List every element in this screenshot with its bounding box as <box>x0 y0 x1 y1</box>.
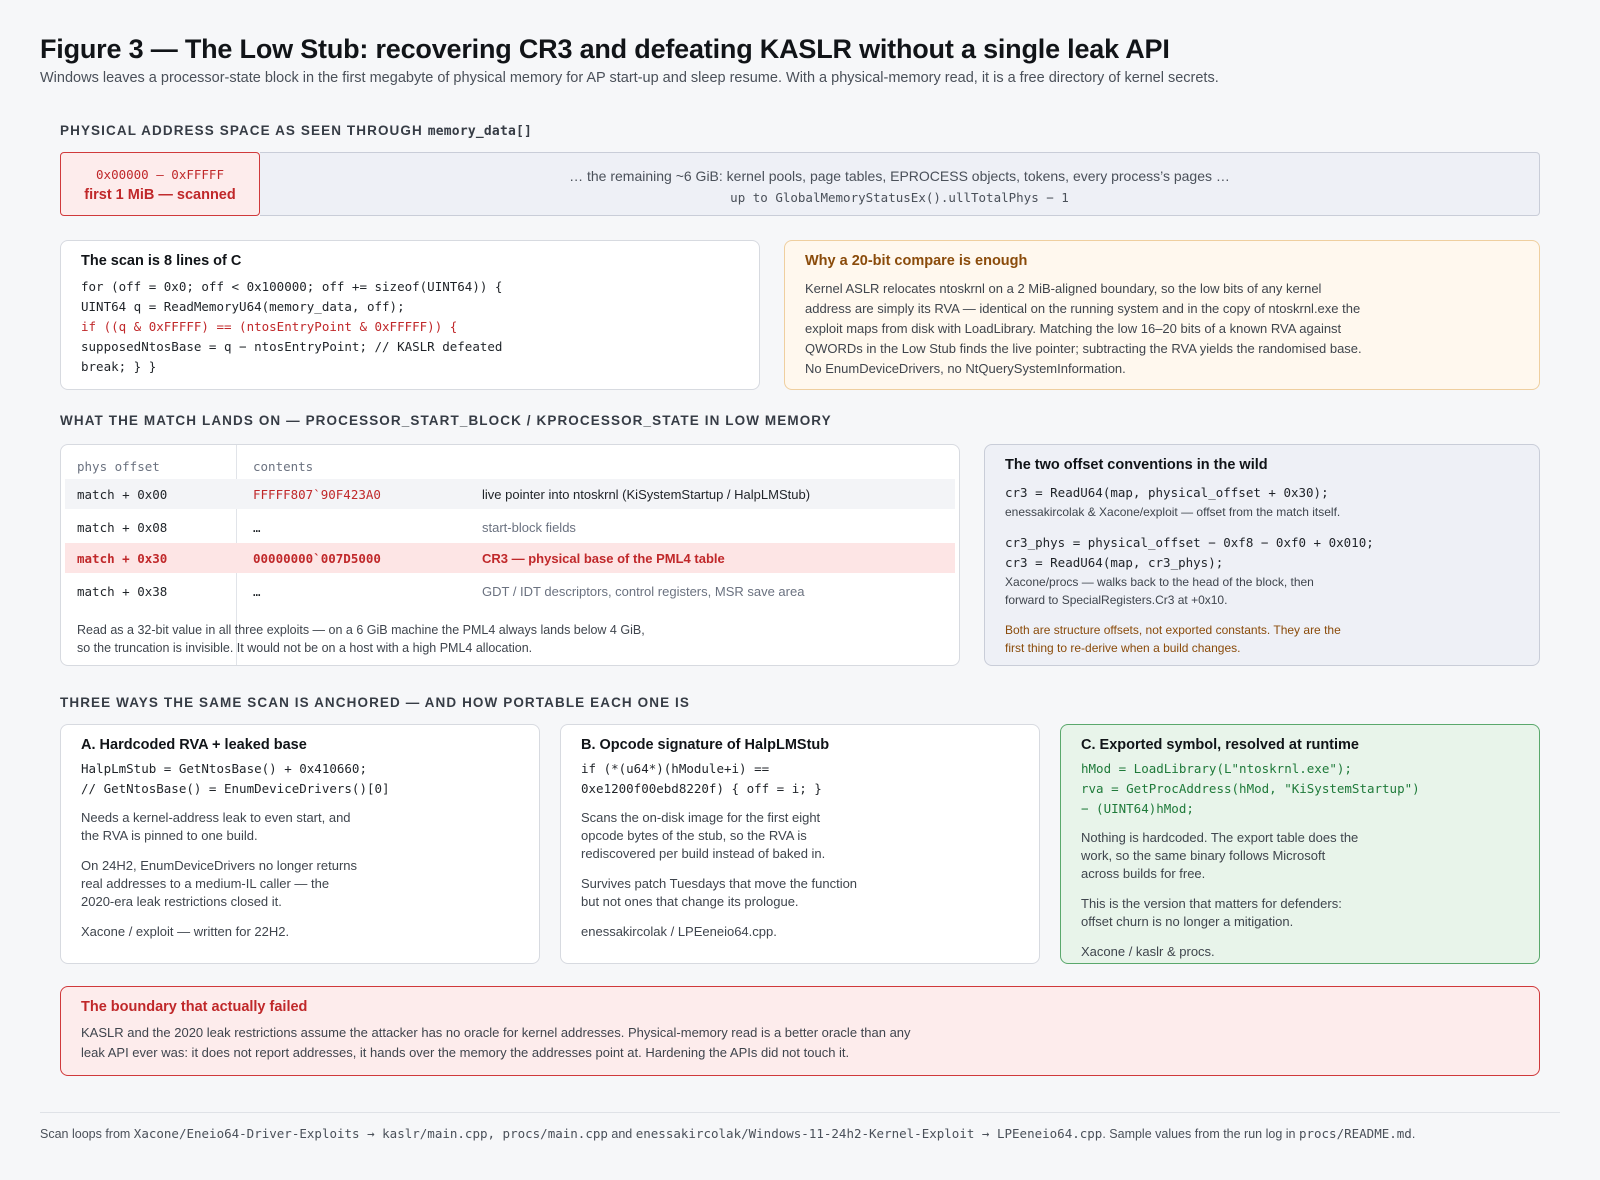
anchor-card-a <box>60 724 540 964</box>
table-note <box>77 621 645 657</box>
scan-code-block <box>81 277 739 377</box>
scan-line-4: supposedNtosBase = q − ntosEntryPoint; // KASLR defeated <box>81 339 503 354</box>
offset-code-2a: cr3_phys = physical_offset − 0xf8 − 0xf0 + 0x010; <box>1005 535 1374 550</box>
anchor-c-code-1: hMod = LoadLibrary(L"ntoskrnl.exe"); <box>1081 761 1352 776</box>
anchor-b-body-2: opcode bytes of the stub, so the RVA is <box>581 828 807 843</box>
remaining-memory-block <box>260 152 1540 216</box>
row-value: 00000000`007D5000 <box>253 551 381 566</box>
footer-text-3: . Sample values from the run log in <box>1102 1127 1299 1141</box>
anchor-c-code-3: − (UINT64)hMod; <box>1081 801 1194 816</box>
boundary-body: KASLR and the 2020 leak restrictions assume the attacker has no oracle for kernel addresses. Physical-memory read is a better oracle than any leak API ever was: it does not report addresses, it hands over the memory the addresses point at. Hardening the APIs did not touch it. <box>81 1025 911 1060</box>
anchor-b-warning <box>581 875 1019 911</box>
footer-code-1: Xacone/Eneio64-Driver-Exploits → kaslr/main.cpp, procs/main.cpp <box>133 1126 608 1141</box>
row-description: GDT / IDT descriptors, control registers, MSR save area <box>482 584 805 599</box>
anchor-c-code-2: rva = GetProcAddress(hMod, "KiSystemStartup") <box>1081 781 1420 796</box>
anchor-a-title: A. Hardcoded RVA + leaked base <box>81 737 307 753</box>
footer-text-2: and <box>607 1127 636 1141</box>
anchor-a-warn-3: 2020-era leak restrictions closed it. <box>81 894 282 909</box>
anchor-a-code-1: HalpLmStub = GetNtosBase() + 0x410660; <box>81 761 367 776</box>
anchor-b-warn-2: but not ones that change its prologue. <box>581 894 799 909</box>
anchor-c-note-1: This is the version that matters for defenders: <box>1081 896 1342 911</box>
anchor-c-note <box>1081 895 1519 931</box>
row-offset: match + 0x38 <box>77 584 168 599</box>
row-offset: match + 0x08 <box>77 520 168 535</box>
anchor-a-body <box>81 809 519 845</box>
why-card-title: Why a 20-bit compare is enough <box>805 253 1028 269</box>
why-card-body: Kernel ASLR relocates ntoskrnl on a 2 MiB-aligned boundary, so the low bits of any kernel address are simply its RVA — identical on the running system and in the copy of ntoskrnl.exe the exploit maps from disk with LoadLibrary. Matching the low 16–20 bits of a known RVA against QWORDs in the Low Stub finds the live pointer; subtracting the RVA yields the randomised base. No EnumDeviceDrivers, no NtQuerySystemInformation. <box>805 281 1362 376</box>
page-title: Figure 3 — The Low Stub: recovering CR3 and defeating KASLR without a single leak API <box>40 34 1170 64</box>
scan-line-2: UINT64 q = ReadMemoryU64(memory_data, off); <box>81 299 405 314</box>
offset-desc-1: enessakircolak & Xacone/exploit — offset from the match itself. <box>1005 505 1341 519</box>
anchor-a-body-2: the RVA is pinned to one build. <box>81 828 258 843</box>
row-value: … <box>253 520 261 535</box>
anchor-card-c <box>1060 724 1540 964</box>
footer-code-3: procs/README.md <box>1298 1126 1412 1141</box>
offsets-note-b: first thing to re-derive when a build changes. <box>1005 641 1241 655</box>
offset-code-1: cr3 = ReadU64(map, physical_offset + 0x30); <box>1005 485 1329 500</box>
offset-desc-2a: Xacone/procs — walks back to the head of the block, then <box>1005 575 1314 589</box>
anchor-a-body-1: Needs a kernel-address leak to even start, and <box>81 810 351 825</box>
anchor-c-body <box>1081 829 1519 883</box>
match-heading: WHAT THE MATCH LANDS ON — PROCESSOR_START_BLOCK / KPROCESSOR_STATE IN LOW MEMORY <box>60 413 832 428</box>
anchor-c-body-2: work, so the same binary follows Microsoft <box>1081 848 1326 863</box>
column-header-offset: phys offset <box>77 459 160 474</box>
footer-text-4: . <box>1411 1127 1416 1141</box>
footer-text-1: Scan loops from <box>40 1127 134 1141</box>
offsets-note <box>1005 621 1519 657</box>
scan-card-title: The scan is 8 lines of C <box>81 253 242 269</box>
row-description: live pointer into ntoskrnl (KiSystemStartup / HalpLMStub) <box>482 487 811 502</box>
table-row <box>65 512 955 542</box>
address-space-heading <box>60 123 532 139</box>
scan-line-3: if ((q & 0xFFFFF) == (ntosEntryPoint & 0xFFFFF)) { <box>81 319 458 334</box>
low-range-label: first 1 MiB — scanned <box>84 187 236 203</box>
table-row-highlighted <box>65 543 955 573</box>
anchor-c-title: C. Exported symbol, resolved at runtime <box>1081 737 1359 753</box>
anchor-b-code-1: if (*(u64*)(hModule+i) == <box>581 761 770 776</box>
anchor-b-code-2: 0xe1200f00ebd8220f) { off = i; } <box>581 781 822 796</box>
column-header-contents: contents <box>253 459 314 474</box>
anchor-a-warning <box>81 857 519 911</box>
offset-desc-2b: forward to SpecialRegisters.Cr3 at +0x10. <box>1005 593 1228 607</box>
anchor-c-body-3: across builds for free. <box>1081 866 1206 881</box>
table-row <box>65 479 955 509</box>
row-value: FFFFF807`90F423A0 <box>253 487 381 502</box>
anchor-b-body-1: Scans the on-disk image for the first eight <box>581 810 821 825</box>
anchor-card-b <box>560 724 1040 964</box>
offsets-card-title: The two offset conventions in the wild <box>1005 457 1268 473</box>
footer-divider <box>40 1112 1560 1113</box>
anchor-b-body <box>581 809 1019 863</box>
table-note-line-1: Read as a 32-bit value in all three exploits — on a 6 GiB machine the PML4 always lands below 4 GiB, <box>77 623 645 637</box>
offset-conventions-card <box>984 444 1540 666</box>
anchor-c-code <box>1081 759 1519 819</box>
address-space-heading-text: PHYSICAL ADDRESS SPACE AS SEEN THROUGH <box>60 123 423 138</box>
offsets-note-a: Both are structure offsets, not exported constants. They are the <box>1005 623 1341 637</box>
scan-code-card <box>60 240 760 390</box>
offset-desc-2 <box>1005 573 1519 609</box>
anchor-a-source: Xacone / exploit — written for 22H2. <box>81 924 290 939</box>
anchor-a-code <box>81 759 519 799</box>
low-stub-table <box>60 444 960 666</box>
table-row <box>65 576 955 606</box>
low-megabyte-block <box>60 152 260 216</box>
anchor-c-source: Xacone / kaslr & procs. <box>1081 944 1215 959</box>
anchor-b-warn-1: Survives patch Tuesdays that move the function <box>581 876 858 891</box>
anchor-a-code-2: // GetNtosBase() = EnumDeviceDrivers()[0] <box>81 781 390 796</box>
footer-sources <box>40 1126 1415 1141</box>
row-description: CR3 — physical base of the PML4 table <box>482 551 725 566</box>
anchors-heading: THREE WAYS THE SAME SCAN IS ANCHORED — AND HOW PORTABLE EACH ONE IS <box>60 695 690 710</box>
anchor-b-code <box>581 759 1019 799</box>
remaining-memory-code: up to GlobalMemoryStatusEx().ullTotalPhys − 1 <box>730 190 1069 205</box>
anchor-a-warn-1: On 24H2, EnumDeviceDrivers no longer returns <box>81 858 358 873</box>
low-range: 0x00000 – 0xFFFFF <box>96 167 224 182</box>
why-20-bit-card <box>784 240 1540 390</box>
row-offset: match + 0x30 <box>77 551 168 566</box>
anchor-b-body-3: rediscovered per build instead of baked in. <box>581 846 826 861</box>
row-offset: match + 0x00 <box>77 487 168 502</box>
anchor-b-title: B. Opcode signature of HalpLMStub <box>581 737 830 753</box>
footer-code-2: enessakircolak/Windows-11-24h2-Kernel-Exploit → LPEeneio64.cpp <box>635 1126 1103 1141</box>
boundary-callout <box>60 986 1540 1076</box>
offset-code-2b: cr3 = ReadU64(map, cr3_phys); <box>1005 555 1224 570</box>
remaining-memory-text: … the remaining ~6 GiB: kernel pools, page tables, EPROCESS objects, tokens, every process’s pages … <box>569 168 1230 184</box>
row-description: start-block fields <box>482 520 576 535</box>
address-space-heading-code: memory_data[] <box>427 124 533 139</box>
row-value: … <box>253 584 261 599</box>
scan-line-5: break; } } <box>81 359 157 374</box>
boundary-title: The boundary that actually failed <box>81 999 308 1015</box>
anchor-a-warn-2: real addresses to a medium-IL caller — the <box>81 876 330 891</box>
offset-code-2 <box>1005 533 1519 573</box>
page-subtitle: Windows leaves a processor-state block in the first megabyte of physical memory for AP start-up and sleep resume. With a physical-memory read, it is a free directory of kernel secrets. <box>40 70 1219 86</box>
anchor-b-source: enessakircolak / LPEeneio64.cpp. <box>581 924 777 939</box>
anchor-c-body-1: Nothing is hardcoded. The export table does the <box>1081 830 1359 845</box>
table-note-line-2: so the truncation is invisible. It would not be on a host with a high PML4 allocation. <box>77 641 533 655</box>
anchor-c-note-2: offset churn is no longer a mitigation. <box>1081 914 1294 929</box>
scan-line-1: for (off = 0x0; off < 0x100000; off += sizeof(UINT64)) { <box>81 279 503 294</box>
